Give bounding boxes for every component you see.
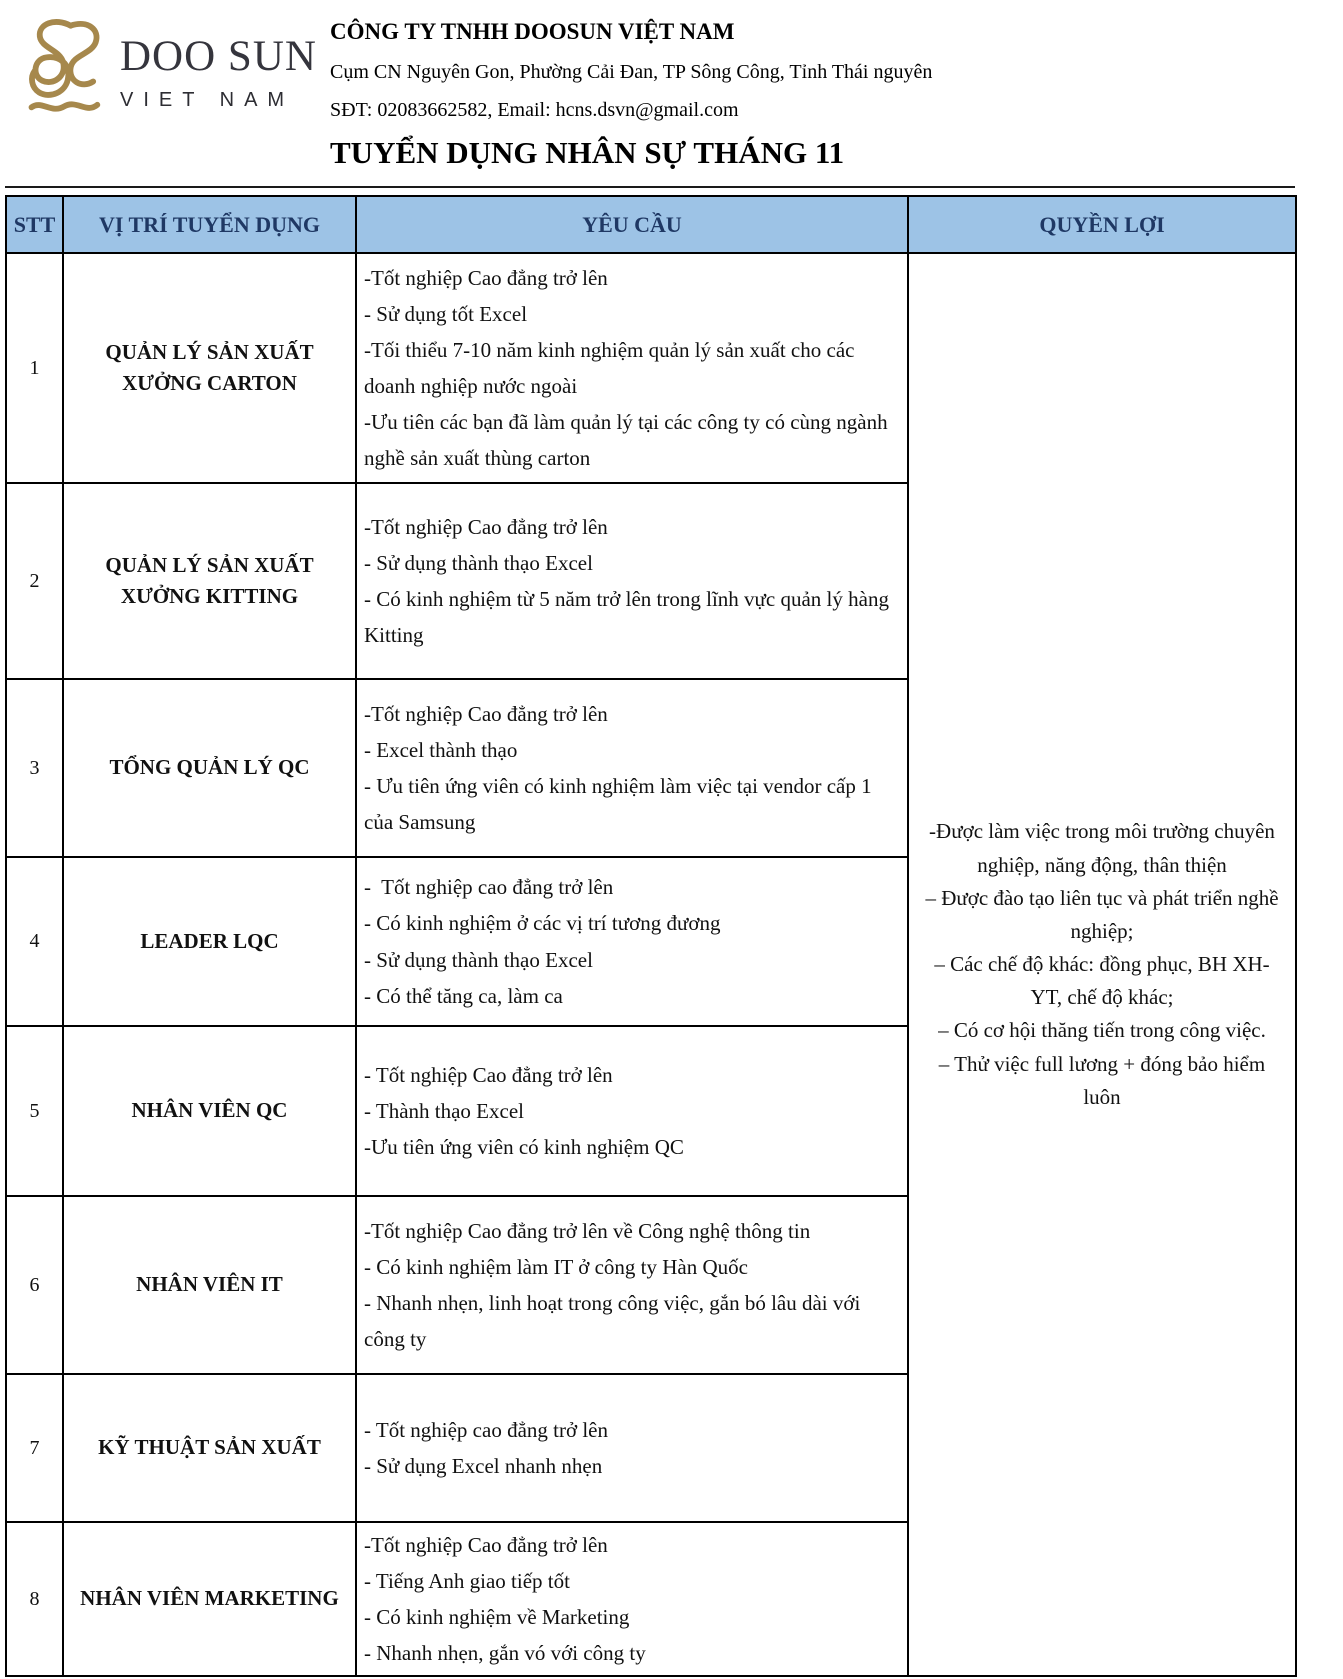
requirement-line: - Tốt nghiệp cao đẳng trở lên (364, 875, 614, 900)
company-info (330, 14, 932, 171)
position-cell: KỸ THUẬT SẢN XUẤT (63, 1374, 356, 1522)
requirements-cell (356, 1374, 908, 1522)
position-cell: NHÂN VIÊN QC (63, 1026, 356, 1196)
benefit-line: – Thử việc full lương + đóng bảo hiểm luôn (938, 1051, 1271, 1109)
page-title: TUYỂN DỤNG NHÂN SỰ THÁNG 11 (330, 135, 845, 170)
stt-cell: 3 (6, 679, 63, 857)
requirement-line: - Nhanh nhẹn, linh hoạt trong công việc, gắn bó lâu dài với công ty (364, 1291, 866, 1352)
requirement-line: -Tốt nghiệp Cao đẳng trở lên về Công nghệ thông tin (364, 1218, 811, 1243)
company-name: CÔNG TY TNHH DOOSUN VIỆT NAM (330, 19, 735, 44)
requirement-line: -Tốt nghiệp Cao đẳng trở lên (364, 514, 608, 539)
requirement-line: - Sử dụng tốt Excel (364, 301, 528, 326)
requirements-cell (356, 253, 908, 483)
company-logo (18, 14, 330, 124)
stt-cell: 6 (6, 1196, 63, 1374)
stt-cell: 1 (6, 253, 63, 483)
stt-cell: 5 (6, 1026, 63, 1196)
requirement-line: - Tốt nghiệp Cao đẳng trở lên (364, 1062, 613, 1087)
divider (5, 186, 1295, 188)
header-benefits: QUYỀN LỢI (908, 196, 1296, 253)
position-cell: NHÂN VIÊN IT (63, 1196, 356, 1374)
requirements-cell (356, 857, 908, 1026)
requirement-line: -Ưu tiên ứng viên có kinh nghiệm QC (364, 1135, 684, 1160)
requirement-line: -Tối thiểu 7-10 năm kinh nghiệm quản lý sản xuất cho các doanh nghiệp nước ngoài (364, 337, 860, 398)
requirements-cell (356, 679, 908, 857)
logo-text (120, 34, 317, 112)
requirement-line: - Sử dụng Excel nhanh nhẹn (364, 1454, 603, 1478)
table-row (6, 253, 1296, 483)
benefit-line: – Có cơ hội thăng tiến trong công việc. (938, 1018, 1266, 1043)
requirement-line: - Có kinh nghiệm làm IT ở công ty Hàn Quốc (364, 1254, 748, 1279)
requirement-line: - Có kinh nghiệm từ 5 năm trở lên trong lĩnh vực quản lý hàng Kitting (364, 587, 895, 648)
requirement-line: -Tốt nghiệp Cao đẳng trở lên (364, 1533, 608, 1557)
logo-subname: VIET NAM (120, 89, 295, 112)
stt-cell: 8 (6, 1522, 63, 1676)
requirement-line: - Tốt nghiệp cao đẳng trở lên (364, 1417, 608, 1442)
benefit-line: – Được đào tạo liên tục và phát triển nghề nghiệp; (925, 885, 1284, 943)
requirement-line: - Ưu tiên ứng viên có kinh nghiệm làm việc tại vendor cấp 1 của Samsung (364, 774, 877, 835)
requirement-line: - Thành thạo Excel (364, 1098, 524, 1123)
company-address: Cụm CN Nguyên Gon, Phường Cải Đan, TP Sông Công, Tỉnh Thái nguyên (330, 61, 933, 83)
logo-name: DOO SUN (120, 33, 317, 80)
doosun-monogram-icon (18, 14, 110, 124)
requirement-line: - Có thể tăng ca, làm ca (364, 983, 563, 1008)
header-stt: STT (6, 196, 63, 253)
table-header-row (6, 196, 1296, 253)
requirements-cell (356, 1026, 908, 1196)
position-cell: LEADER LQC (63, 857, 356, 1026)
requirement-line: - Sử dụng thành thạo Excel (364, 947, 593, 972)
company-contact: SĐT: 02083662582, Email: hcns.dsvn@gmail.com (330, 99, 739, 121)
position-cell: QUẢN LÝ SẢN XUẤT XƯỞNG KITTING (63, 483, 356, 679)
position-cell: NHÂN VIÊN MARKETING (63, 1522, 356, 1676)
requirement-line: - Tiếng Anh giao tiếp tốt (364, 1569, 570, 1594)
stt-cell: 4 (6, 857, 63, 1026)
requirement-line: - Sử dụng thành thạo Excel (364, 550, 593, 575)
requirement-line: - Có kinh nghiệm ở các vị trí tương đương (364, 911, 721, 936)
recruitment-table (5, 195, 1297, 1677)
requirements-cell (356, 1196, 908, 1374)
letterhead (0, 0, 1343, 186)
position-cell: QUẢN LÝ SẢN XUẤT XƯỞNG CARTON (63, 253, 356, 483)
benefits-cell (908, 253, 1296, 1676)
benefit-line: – Các chế độ khác: đồng phục, BH XH-YT, chế độ khác; (934, 952, 1270, 1010)
position-cell: TỔNG QUẢN LÝ QC (63, 679, 356, 857)
requirement-line: -Tốt nghiệp Cao đẳng trở lên (364, 701, 608, 726)
requirement-line: - Có kinh nghiệm về Marketing (364, 1605, 630, 1630)
requirement-line: - Nhanh nhẹn, gắn vó với công ty (364, 1641, 646, 1666)
stt-cell: 7 (6, 1374, 63, 1522)
requirements-cell (356, 483, 908, 679)
stt-cell: 2 (6, 483, 63, 679)
benefit-line: -Được làm việc trong môi trường chuyên nghiệp, năng động, thân thiện (929, 819, 1281, 877)
header-requirements: YÊU CẦU (356, 196, 908, 253)
requirement-line: - Excel thành thạo (364, 737, 518, 762)
requirements-cell (356, 1522, 908, 1676)
requirement-line: -Ưu tiên các bạn đã làm quản lý tại các công ty có cùng ngành nghề sản xuất thùng carton (364, 410, 893, 471)
requirement-line: -Tốt nghiệp Cao đẳng trở lên (364, 265, 608, 290)
header-position: VỊ TRÍ TUYỂN DỤNG (63, 196, 356, 253)
